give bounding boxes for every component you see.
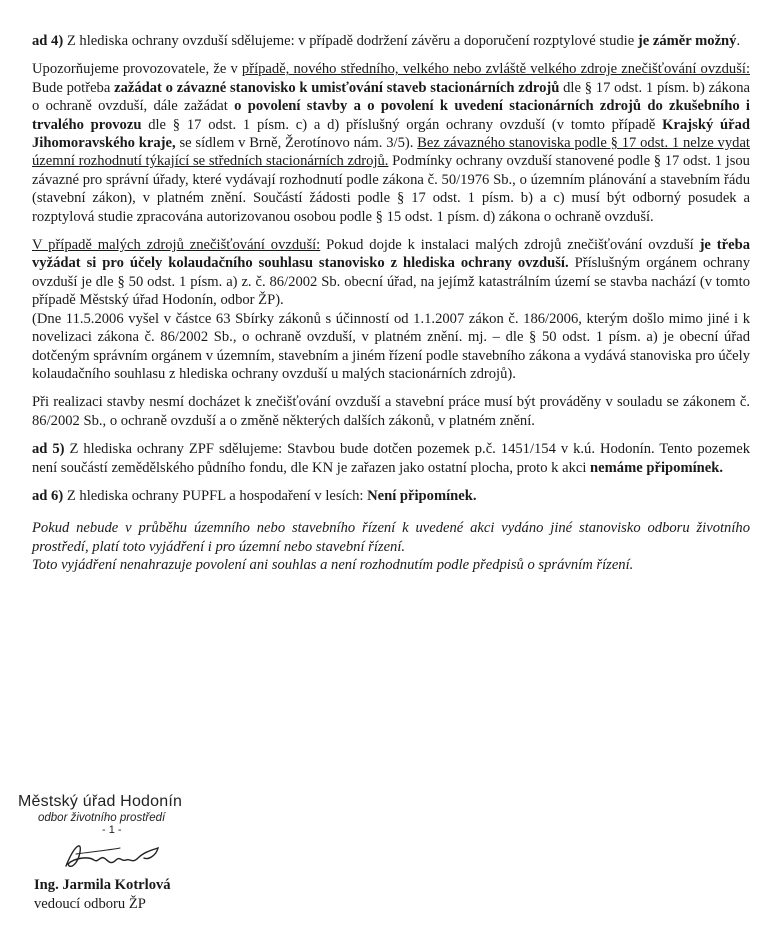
ad6-label: ad 6) bbox=[32, 487, 64, 504]
handwritten-signature bbox=[60, 836, 170, 876]
document-body bbox=[32, 32, 750, 575]
signatory-name: Ing. Jarmila Kotrlová bbox=[34, 877, 171, 893]
ad4-end: . bbox=[736, 33, 741, 49]
paragraph-law-note: (Dne 11.5.2006 vyšel v částce 63 Sbírky zákonů s účinností od 1.1.2007 zákon č. 186/2006, kterým došlo mimo jiné i k novelizaci zákona č. 86/2002 Sb., o ochraně ovzduší, v platném znění. mj. – dle § 50 odst. 1 písm. a) je obecní úřad dotčeným správním orgánem v územním, stavebním a jiném řízení podle stavebního zákona a vydává stanoviska pro účely kolaudačního souhlasu z hlediska ochrany ovzduší u malých stacionárních zdrojů). bbox=[32, 310, 750, 382]
ad5-label: ad 5) bbox=[32, 441, 65, 458]
notice-t3: dle § 17 odst. 1 písm. b) zákona o ochraně ovzduší, dále zažádat bbox=[32, 79, 750, 115]
notice-b1: zažádat o závazné stanovisko k umisťování staveb stacionárních zdrojů bbox=[114, 79, 560, 96]
notice-b3: Krajský úřad Jihomoravského kraje, bbox=[32, 116, 750, 152]
ad5-text: Z hlediska ochrany ZPF sdělujeme: Stavbou bude dotčen pozemek p.č. 1451/154 v k.ú. Hodonín. Tento pozemek není součástí zemědělského půdního fondu, dle KN je zařazen jako ostatní plocha, proto k akci bbox=[32, 441, 751, 476]
signatory-role: vedoucí odboru ŽP bbox=[34, 896, 146, 912]
paragraph-small-sources bbox=[32, 236, 750, 310]
paragraph-notice bbox=[32, 60, 750, 226]
small-t2: Příslušným orgánem ochrany ovzduší je dle § 50 odst. 1 písm. a) z. č. 86/2002 Sb. obecní úřad, na jejímž katastrálním území se stavba nachází (v tomto případě Městský úřad Hodonín, odbor ŽP). bbox=[32, 255, 750, 309]
ad5-bold: nemáme připomínek. bbox=[590, 459, 724, 476]
notice-t4: dle § 17 odst. 1 písm. c) a d) příslušný orgán ochrany ovzduší (v tomto případě bbox=[141, 116, 663, 133]
stamp-number: - 1 - bbox=[102, 824, 122, 836]
italic-validity-note: Pokud nebude v průběhu územního nebo stavebního řízení k uvedené akci vydáno jiné stanovisko odboru životního prostředí, platí toto vyjádření i pro územní nebo stavební řízení. bbox=[32, 520, 750, 555]
paragraph-ad5 bbox=[32, 440, 750, 477]
paragraph-realization: Při realizaci stavby nesmí docházet k znečišťování ovzduší a stavební práce musí být prováděny v souladu se zákonem č. 86/2002 Sb., o ochraně ovzduší a o změně některých dalších zákonů, v platném znění. bbox=[32, 394, 750, 429]
notice-t6: Podmínky ochrany ovzduší stanovené podle § 17 odst. 1 jsou závazné pro správní úřady, které vydávají rozhodnutí podle zákona č. 50/1976 Sb., o územním plánování a stavebním řádu (stavební zákon), v platném znění. Součástí žádosti podle § 17 odst. 1 písm. b) a c) musí být odborný posudek a rozptylová studie zpracována autorizovanou osobou podle § 15 odst. 1 písm. d) zákona o ochraně ovzduší. bbox=[32, 153, 750, 225]
notice-t5: se sídlem v Brně, Žerotínovo nám. 3/5). bbox=[175, 135, 418, 152]
italic-disclaimer: Toto vyjádření nenahrazuje povolení ani souhlas a není rozhodnutím podle předpisů o správním řízení. bbox=[32, 557, 634, 574]
stamp-department: odbor životního prostředí bbox=[38, 812, 166, 824]
small-u1: V případě malých zdrojů znečišťování ovzduší: bbox=[32, 237, 321, 254]
notice-u2: Bez závazného stanoviska podle § 17 odst. 1 nelze vydat územní rozhodnutí týkající se středních stacionárních zdrojů. bbox=[32, 135, 750, 170]
notice-u1: případě, nového středního, velkého nebo zvláště velkého zdroje znečišťování ovzduší: bbox=[241, 61, 750, 78]
notice-t2: Bude potřeba bbox=[32, 79, 115, 96]
ad4-bold: je záměr možný bbox=[637, 33, 737, 49]
small-t1: Pokud dojde k instalaci malých zdrojů znečišťování ovzduší bbox=[320, 237, 700, 254]
notice-t1: Upozorňujeme provozovatele, že v bbox=[32, 61, 242, 78]
office-stamp bbox=[18, 793, 182, 836]
small-b1: je třeba vyžádat si pro účely kolaudačního souhlasu stanovisko z hlediska ochrany ovzduší. bbox=[32, 237, 751, 272]
ad4-text: Z hlediska ochrany ovzduší sdělujeme: v případě dodržení závěru a doporučení rozptylové studie bbox=[63, 33, 638, 49]
paragraph-ad6 bbox=[32, 487, 750, 505]
ad6-text: Z hlediska ochrany PUPFL a hospodaření v lesích: bbox=[63, 487, 368, 504]
signatory bbox=[34, 876, 171, 914]
notice-b2: o povolení stavby a o povolení k uvedení stacionárních zdrojů do zkušebního i trvalého provozu bbox=[32, 98, 750, 133]
ad6-bold: Není připomínek. bbox=[367, 487, 477, 504]
ad4-label: ad 4) bbox=[32, 33, 64, 49]
paragraph-ad4 bbox=[32, 32, 750, 50]
stamp-office-name: Městský úřad Hodonín bbox=[18, 793, 183, 810]
